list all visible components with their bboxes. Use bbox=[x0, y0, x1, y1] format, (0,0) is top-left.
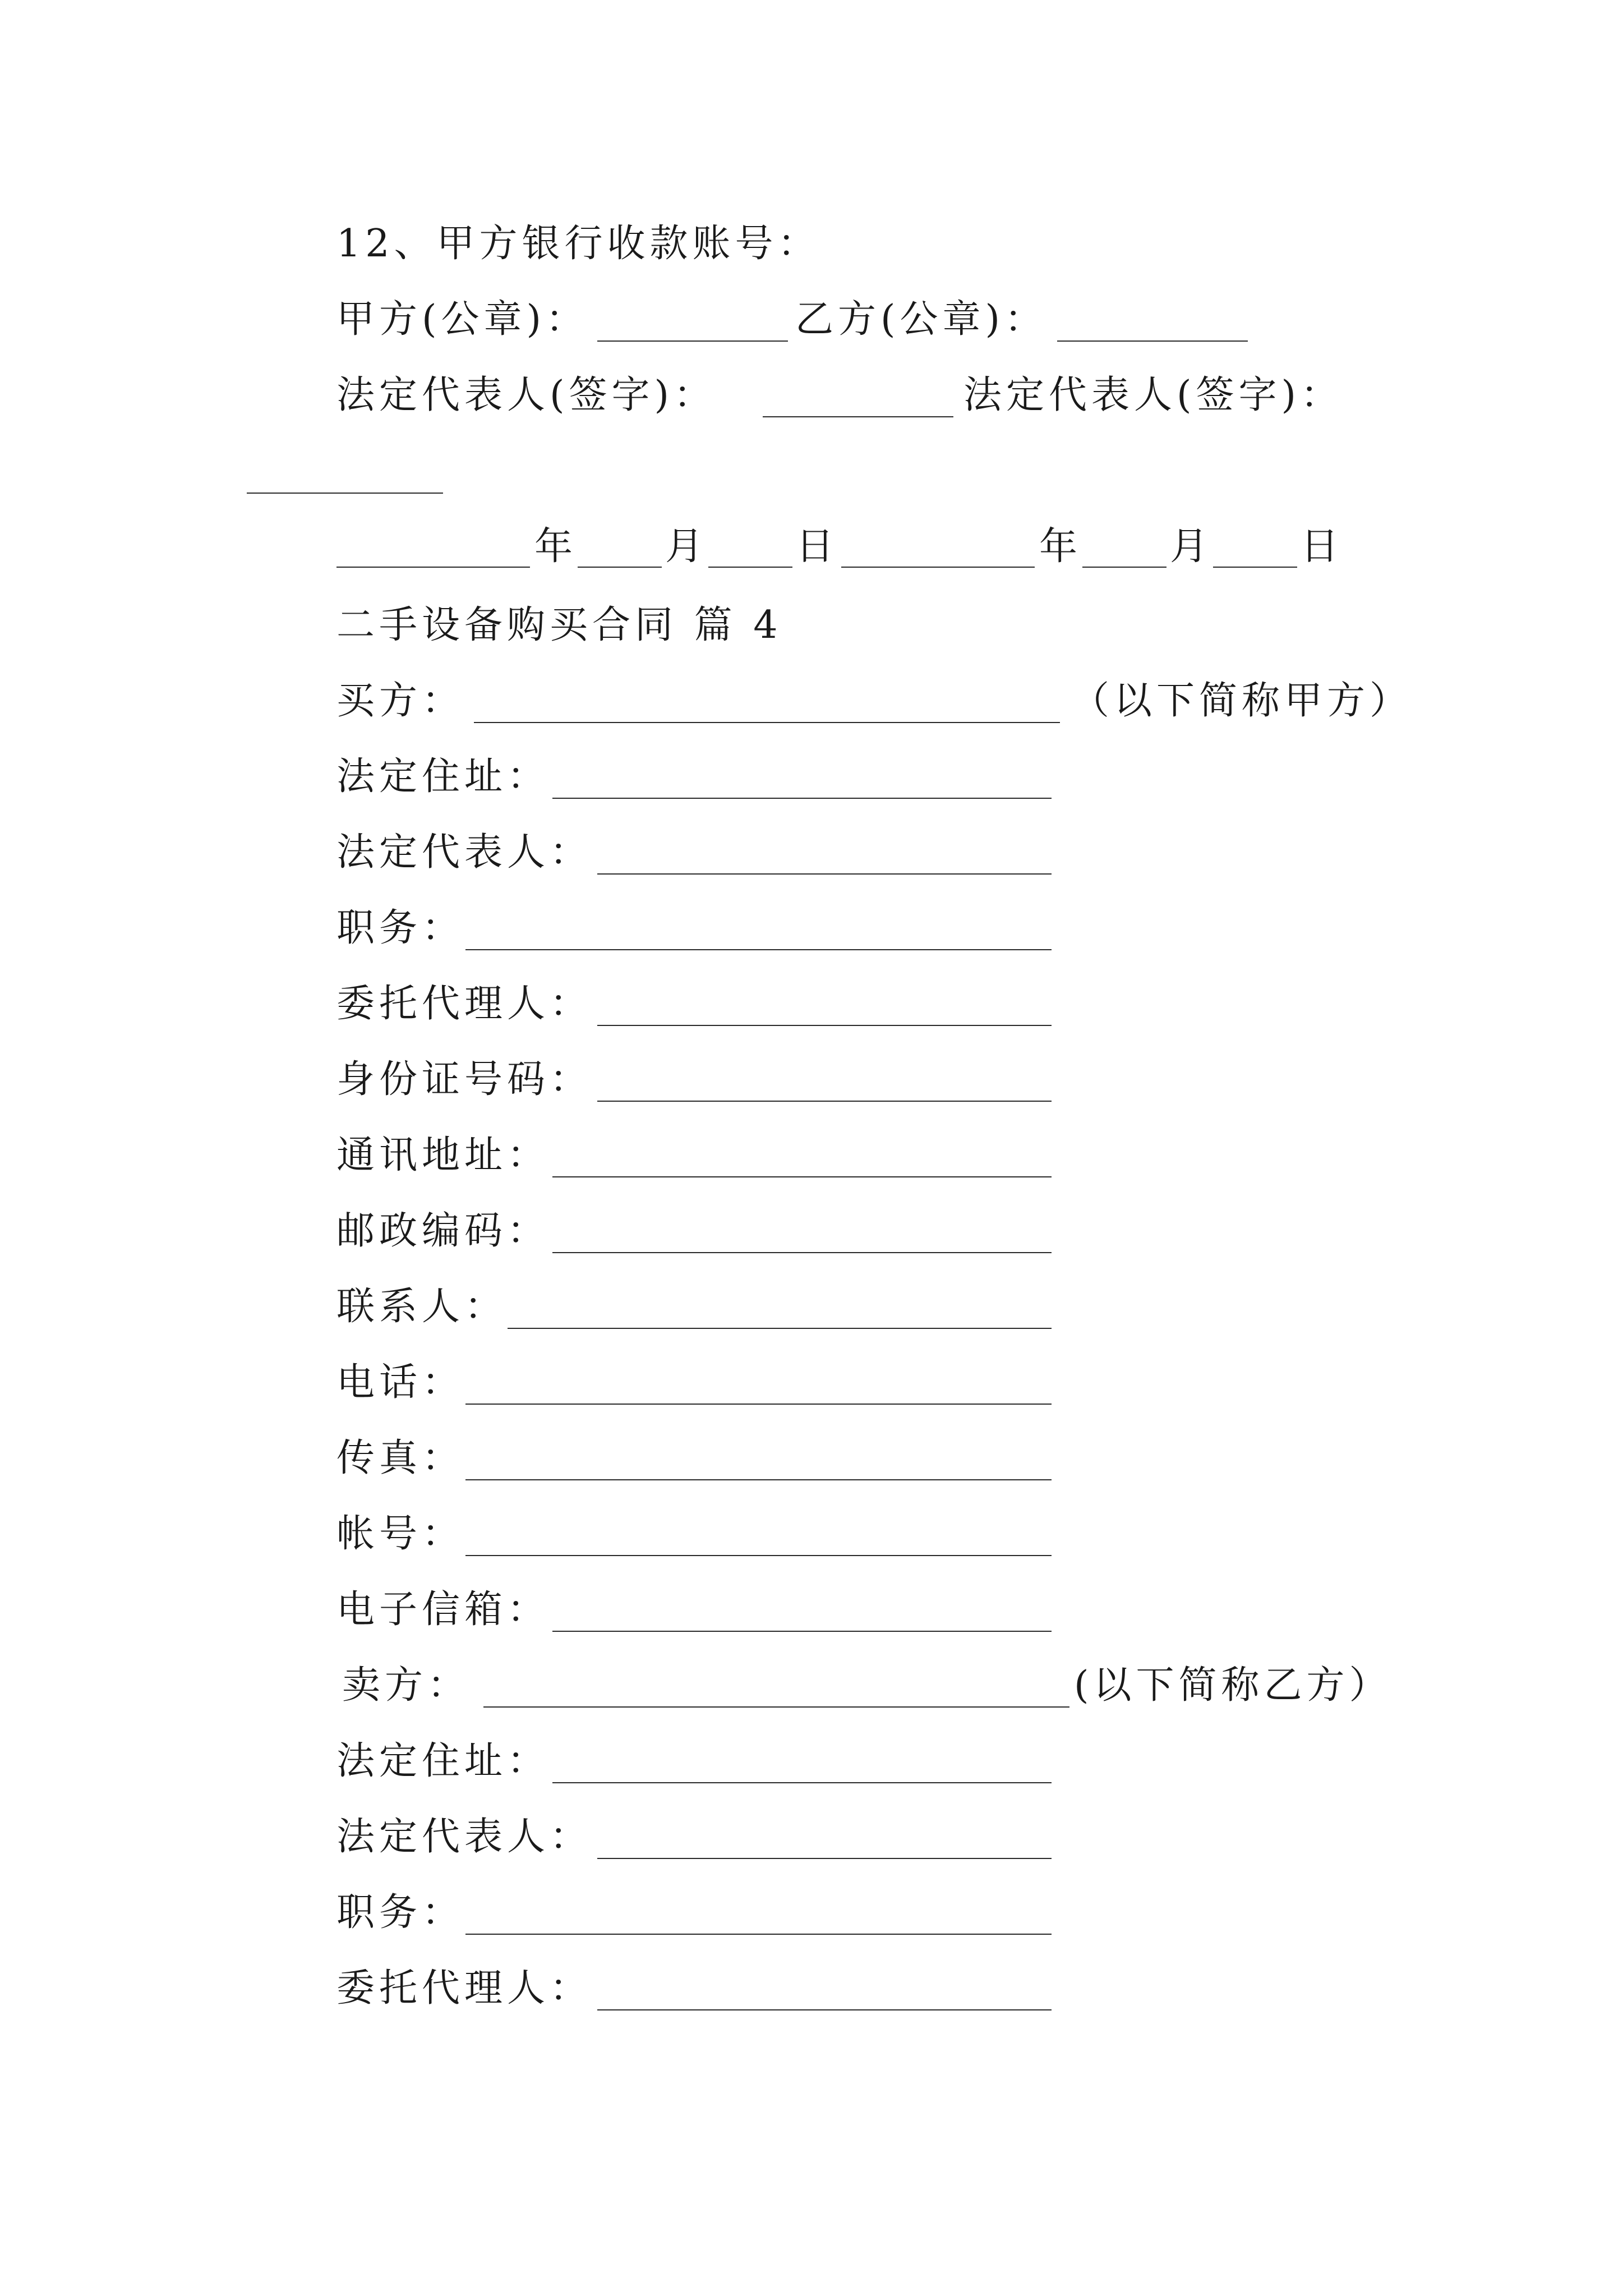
legal-rep-sign-b-label: 法定代表人(签字)： bbox=[963, 373, 1344, 417]
buyer-id-blank[interactable] bbox=[597, 1101, 1052, 1102]
seller-field-position: 职务： bbox=[336, 1890, 465, 1935]
party-b-seal-label: 乙方(公章)： bbox=[795, 297, 1048, 342]
buyer-field-legal-rep: 法定代表人： bbox=[336, 830, 593, 875]
seller-address-blank[interactable] bbox=[552, 1782, 1052, 1783]
buyer-field-agent: 委托代理人： bbox=[336, 982, 593, 1026]
seller-legal-rep-blank[interactable] bbox=[597, 1858, 1052, 1859]
buyer-field-phone: 电话： bbox=[336, 1360, 465, 1405]
contract-title: 二手设备购买合同 篇 4 bbox=[336, 603, 782, 647]
buyer-postcode-blank[interactable] bbox=[552, 1252, 1052, 1253]
date-b-day-blank[interactable] bbox=[1213, 567, 1297, 568]
date-b-month: 月 bbox=[1170, 524, 1213, 569]
buyer-address-blank[interactable] bbox=[552, 798, 1052, 799]
legal-rep-sign-line bbox=[336, 373, 716, 418]
buyer-fax-blank[interactable] bbox=[465, 1479, 1052, 1480]
date-b-month-blank[interactable] bbox=[1082, 567, 1166, 568]
buyer-contact-blank[interactable] bbox=[508, 1328, 1052, 1329]
bank-account-label: 12、甲方银行收款账号： bbox=[336, 222, 820, 266]
legal-rep-sign-b-blank[interactable] bbox=[247, 493, 443, 494]
seller-suffix: (以下简称乙方） bbox=[1074, 1663, 1392, 1708]
seal-line bbox=[336, 297, 588, 342]
buyer-agent-blank[interactable] bbox=[597, 1025, 1052, 1026]
bank-account-line bbox=[336, 222, 820, 266]
buyer-suffix: （以下简称甲方） bbox=[1071, 679, 1413, 723]
party-a-seal-label: 甲方(公章)： bbox=[336, 297, 589, 342]
date-a-year-blank[interactable] bbox=[336, 567, 530, 568]
seller-name-blank[interactable] bbox=[483, 1706, 1069, 1708]
buyer-field-postcode: 邮政编码： bbox=[336, 1209, 550, 1253]
buyer-field-account: 帐号： bbox=[336, 1512, 465, 1556]
buyer-email-blank[interactable] bbox=[552, 1631, 1052, 1632]
buyer-phone-blank[interactable] bbox=[465, 1404, 1052, 1405]
buyer-account-blank[interactable] bbox=[465, 1555, 1052, 1556]
legal-rep-sign-line-b bbox=[963, 373, 1343, 418]
seller-agent-blank[interactable] bbox=[597, 2009, 1052, 2010]
date-a-day: 日 bbox=[796, 524, 839, 569]
buyer-field-contact: 联系人： bbox=[336, 1285, 508, 1329]
date-b-year: 年 bbox=[1039, 524, 1082, 569]
buyer-mail-address-blank[interactable] bbox=[552, 1176, 1052, 1177]
buyer-name-blank[interactable] bbox=[474, 722, 1060, 723]
buyer-label: 买方： bbox=[336, 679, 465, 723]
date-a-year: 年 bbox=[534, 524, 578, 569]
legal-rep-sign-a-blank[interactable] bbox=[763, 416, 953, 417]
party-b-seal-blank[interactable] bbox=[1057, 341, 1248, 342]
date-a-month: 月 bbox=[665, 524, 708, 569]
date-a-day-blank[interactable] bbox=[708, 567, 792, 568]
buyer-field-fax: 传真： bbox=[336, 1436, 465, 1480]
buyer-field-address: 法定住址： bbox=[336, 754, 550, 799]
buyer-field-mail-address: 通讯地址： bbox=[336, 1133, 550, 1177]
seller-field-agent: 委托代理人： bbox=[336, 1966, 593, 2010]
seal-line-b bbox=[795, 297, 1047, 342]
buyer-legal-rep-blank[interactable] bbox=[597, 873, 1052, 875]
seller-field-address: 法定住址： bbox=[336, 1739, 550, 1783]
date-b-year-blank[interactable] bbox=[841, 567, 1035, 568]
date-a-month-blank[interactable] bbox=[578, 567, 662, 568]
buyer-field-email: 电子信箱： bbox=[336, 1588, 550, 1632]
seller-position-blank[interactable] bbox=[465, 1934, 1052, 1935]
buyer-field-position: 职务： bbox=[336, 906, 465, 950]
date-b-day: 日 bbox=[1301, 524, 1344, 569]
party-a-seal-blank[interactable] bbox=[597, 341, 788, 342]
legal-rep-sign-a-label: 法定代表人(签字)： bbox=[336, 373, 717, 417]
buyer-field-id: 身份证号码： bbox=[336, 1057, 593, 1102]
buyer-position-blank[interactable] bbox=[465, 949, 1052, 950]
seller-label: 卖方： bbox=[342, 1663, 471, 1708]
seller-field-legal-rep: 法定代表人： bbox=[336, 1815, 593, 1859]
